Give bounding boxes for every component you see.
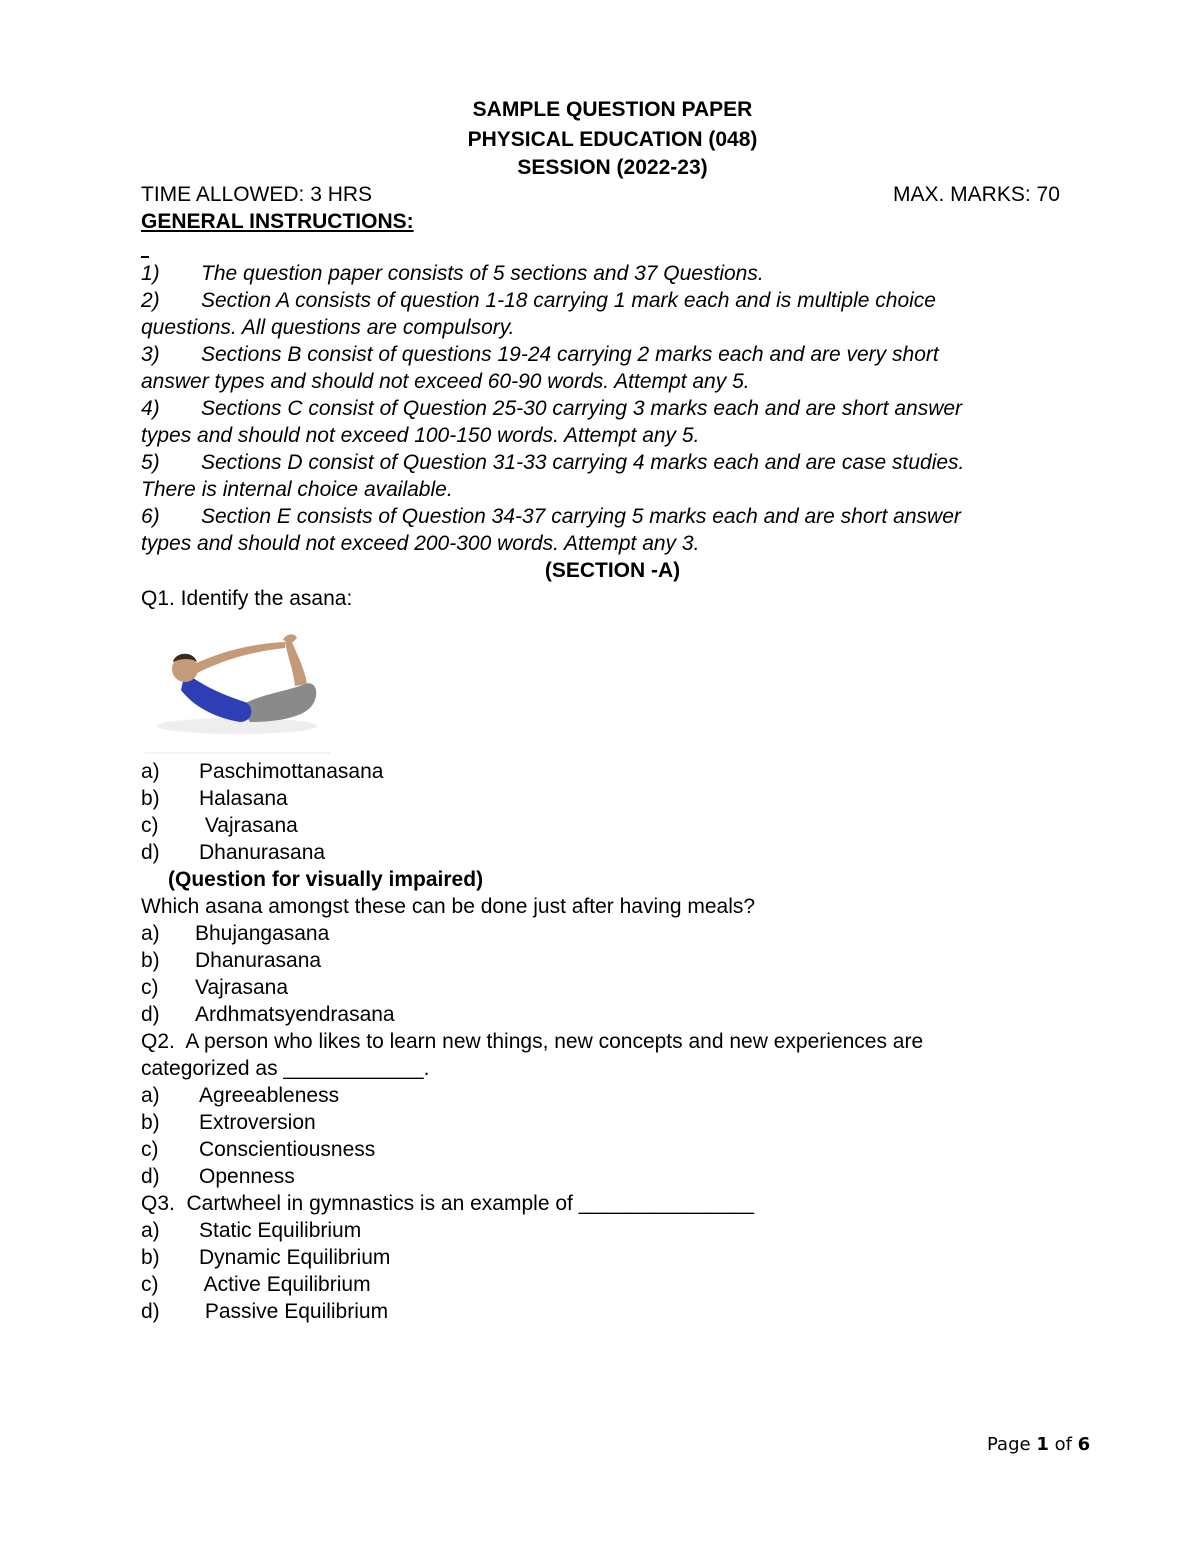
- q3-option: c) Active Equilibrium: [141, 1273, 371, 1296]
- section-a-heading: (SECTION -A): [544, 559, 681, 582]
- vi-option: d) Ardhmatsyendrasana: [141, 1003, 395, 1026]
- instructions-heading: GENERAL INSTRUCTIONS:: [141, 210, 414, 233]
- page-number: Page 1 of 6: [987, 1434, 1091, 1455]
- q2-question-cont: categorized as ____________.: [141, 1057, 430, 1080]
- visually-impaired-heading: (Question for visually impaired): [168, 868, 484, 891]
- instruction-item-cont: types and should not exceed 200-300 words. Attempt any 3.: [141, 532, 700, 555]
- vi-option: b) Dhanurasana: [141, 949, 322, 972]
- q2-option: c) Conscientiousness: [141, 1138, 376, 1161]
- instruction-item: 4) Sections C consist of Question 25-30 carrying 3 marks each and are short answer: [141, 397, 963, 420]
- paper-title: SAMPLE QUESTION PAPER: [472, 98, 753, 121]
- instruction-item: 2) Section A consists of question 1-18 carrying 1 mark each and is multiple choice: [141, 289, 936, 312]
- instruction-item: 3) Sections B consist of questions 19-24 carrying 2 marks each and are very short: [141, 343, 939, 366]
- q1-option: b) Halasana: [141, 787, 288, 810]
- q2-option: a) Agreeableness: [141, 1084, 340, 1107]
- q3-option: a) Static Equilibrium: [141, 1219, 362, 1242]
- q1-option: a) Paschimottanasana: [141, 760, 384, 783]
- stray-mark: [141, 256, 149, 258]
- instruction-item-cont: answer types and should not exceed 60-90 words. Attempt any 5.: [141, 370, 750, 393]
- instruction-item: 1) The question paper consists of 5 sections and 37 Questions.: [141, 262, 764, 285]
- q3-question: Q3. Cartwheel in gymnastics is an example of _______________: [141, 1192, 754, 1215]
- q1-option: d) Dhanurasana: [141, 841, 326, 864]
- q2-question: Q2. A person who likes to learn new things, new concepts and new experiences are: [141, 1030, 924, 1053]
- paper-subject: PHYSICAL EDUCATION (048): [467, 128, 758, 151]
- vi-option: c) Vajrasana: [141, 976, 289, 999]
- dhanurasana-image: [145, 614, 330, 754]
- q1-question: Q1. Identify the asana:: [141, 587, 353, 610]
- q1-option: c) Vajrasana: [141, 814, 298, 837]
- paper-session: SESSION (2022-23): [517, 156, 708, 179]
- q3-option: b) Dynamic Equilibrium: [141, 1246, 391, 1269]
- instruction-item-cont: questions. All questions are compulsory.: [141, 316, 515, 339]
- instruction-item: 6) Section E consists of Question 34-37 carrying 5 marks each and are short answer: [141, 505, 961, 528]
- instruction-item: 5) Sections D consist of Question 31-33 carrying 4 marks each and are case studies.: [141, 451, 965, 474]
- max-marks: MAX. MARKS: 70: [893, 183, 1060, 206]
- instruction-item-cont: types and should not exceed 100-150 words. Attempt any 5.: [141, 424, 700, 447]
- q2-option: d) Openness: [141, 1165, 295, 1188]
- q3-option: d) Passive Equilibrium: [141, 1300, 389, 1323]
- vi-option: a) Bhujangasana: [141, 922, 330, 945]
- vi-question: Which asana amongst these can be done just after having meals?: [141, 895, 756, 918]
- q2-option: b) Extroversion: [141, 1111, 316, 1134]
- time-allowed: TIME ALLOWED: 3 HRS: [141, 183, 373, 206]
- instruction-item-cont: There is internal choice available.: [141, 478, 453, 501]
